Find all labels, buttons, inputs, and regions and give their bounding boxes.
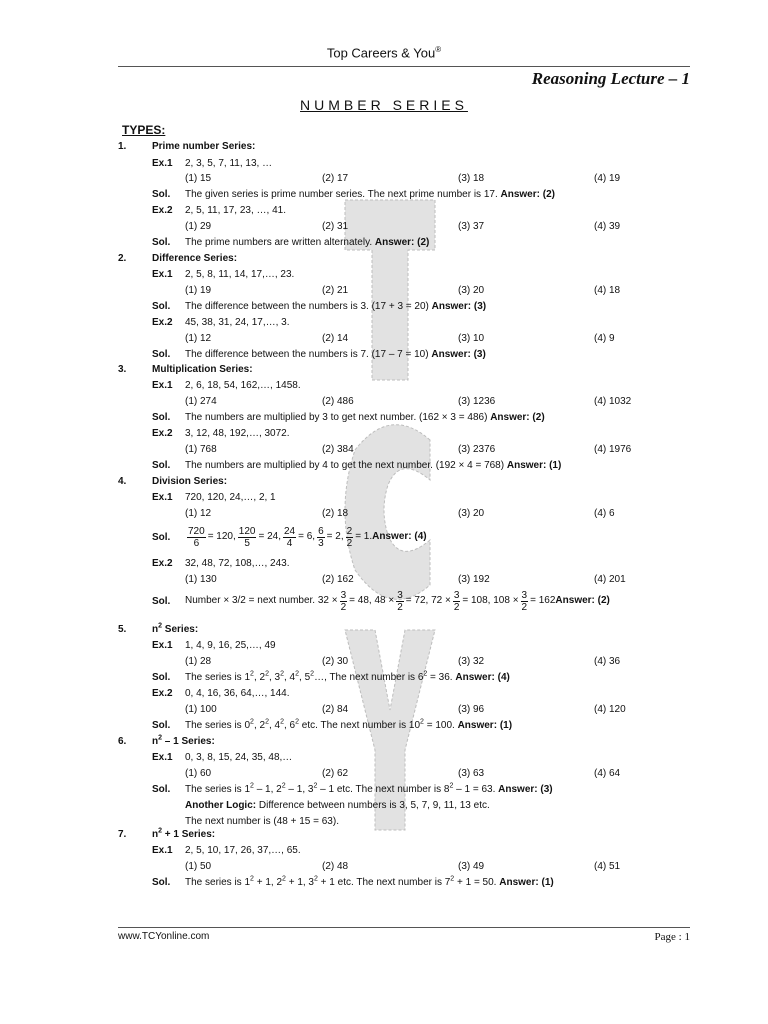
options-row: [0, 507, 768, 521]
option-2: (2) 31: [322, 221, 349, 232]
option-2: (2) 384: [322, 444, 354, 455]
exponent: 2: [265, 718, 269, 726]
option-1: (1) 50: [185, 861, 212, 872]
solution-text: [185, 719, 512, 733]
sol-text-part: , 4: [284, 672, 296, 683]
exponent: 2: [250, 875, 254, 883]
solution-row: [0, 671, 768, 685]
exponent: 2: [250, 782, 254, 790]
title-exponent: 2: [158, 622, 163, 630]
answer-label: Answer:: [555, 595, 595, 606]
solution-text: [185, 876, 554, 890]
example-question: [0, 844, 768, 858]
example-label: Ex.1: [152, 380, 173, 391]
answer-label: Answer:: [457, 720, 498, 731]
fraction-result: = 120,: [207, 531, 236, 542]
fraction: [453, 590, 461, 613]
exponent: 2: [420, 718, 424, 726]
option-1: (1) 28: [185, 656, 212, 667]
option-2: (2) 62: [322, 768, 349, 779]
sol-body: The difference between the numbers is 3. (17 + 3 = 20): [185, 301, 429, 312]
denominator: 2: [397, 601, 403, 613]
example-label: Ex.1: [152, 640, 173, 651]
option-1: (1) 12: [185, 333, 212, 344]
header-rule: [118, 66, 690, 67]
answer-label: Answer:: [498, 784, 538, 795]
another-logic-label: Another Logic:: [185, 800, 257, 811]
option-4: (4) 120: [594, 704, 626, 715]
answer: [490, 412, 544, 423]
footer-rule: [118, 927, 690, 928]
answer-label: Answer:: [372, 531, 412, 542]
solution-label: Sol.: [152, 460, 171, 471]
fraction-result: = 48, 48 ×: [349, 595, 395, 606]
question-text: 2, 5, 10, 17, 26, 37,…, 65.: [185, 845, 301, 856]
question-text: 2, 3, 5, 7, 11, 13, …: [185, 158, 273, 169]
options-row: [0, 573, 768, 587]
exponent: 2: [280, 670, 284, 678]
example-label: Ex.1: [152, 158, 173, 169]
answer-label: Answer:: [374, 237, 415, 248]
option-1: (1) 29: [185, 221, 212, 232]
option-4: (4) 9: [594, 333, 615, 344]
solution-text: [185, 586, 610, 616]
fraction-result: = 2,: [326, 531, 344, 542]
option-3: (3) 18: [458, 173, 485, 184]
answer-value: (1): [549, 460, 562, 471]
solution-text: [185, 300, 486, 314]
fraction: [317, 526, 325, 549]
option-3: (3) 32: [458, 656, 485, 667]
example-label: Ex.2: [152, 688, 173, 699]
section-number: 5.: [118, 624, 127, 635]
option-1: (1) 100: [185, 704, 217, 715]
solution-row: [0, 719, 768, 733]
sol-body: The numbers are multiplied by 3 to get next number. (162 × 3 = 486): [185, 412, 488, 423]
title-base: n: [152, 829, 159, 840]
types-heading: TYPES:: [122, 123, 166, 137]
section-number: 7.: [118, 829, 127, 840]
section-heading: [0, 828, 768, 842]
denominator: 6: [193, 537, 200, 549]
fraction-result: = 108, 108 ×: [462, 595, 519, 606]
title-base: n: [152, 736, 159, 747]
example-label: Ex.2: [152, 205, 173, 216]
example-question: [0, 491, 768, 505]
numerator: 3: [453, 589, 460, 601]
option-1: (1) 768: [185, 444, 217, 455]
solution-row: [0, 236, 768, 250]
option-1: (1) 130: [185, 574, 217, 585]
solution-row: [0, 589, 768, 613]
denominator: 4: [286, 537, 293, 549]
exponent: 2: [265, 670, 269, 678]
option-3: (3) 192: [458, 574, 490, 585]
solution-text: [185, 459, 561, 473]
option-2: (2) 48: [322, 861, 349, 872]
solution-label: Sol.: [152, 532, 171, 543]
example-label: Ex.2: [152, 558, 173, 569]
solution-label: Sol.: [152, 672, 171, 683]
numerator: 3: [397, 589, 403, 601]
options-row: [0, 284, 768, 298]
sol-text-part: = 36.: [427, 672, 453, 683]
exponent: 2: [314, 875, 318, 883]
option-1: (1) 274: [185, 396, 217, 407]
denominator: 3: [318, 537, 324, 549]
option-2: (2) 21: [322, 285, 349, 296]
example-question: [0, 557, 768, 571]
answer-label: Answer:: [431, 301, 472, 312]
question-text: 45, 38, 31, 24, 17,…, 3.: [185, 317, 290, 328]
lecture-title: Reasoning Lecture – 1: [531, 69, 690, 88]
footer-site: www.TCYonline.com: [118, 931, 210, 942]
solution-row: [0, 876, 768, 890]
answer-value: (3): [540, 784, 553, 795]
sol-text-part: – 1, 3: [285, 784, 314, 795]
exponent: 2: [449, 782, 454, 790]
option-3: (3) 20: [458, 285, 485, 296]
fraction: [521, 590, 529, 613]
sol-text-part: = 100.: [423, 720, 455, 731]
example-label: Ex.1: [152, 492, 173, 503]
title-rest: – 1 Series:: [162, 736, 215, 747]
fraction: [187, 526, 206, 549]
sol-text-part: , 4: [268, 720, 281, 731]
option-2: (2) 14: [322, 333, 349, 344]
answer-label: Answer:: [500, 189, 540, 200]
solution-label: Sol.: [152, 720, 171, 731]
solution-label: Sol.: [152, 349, 171, 360]
solution-row: [0, 348, 768, 362]
exponent: 2: [250, 718, 254, 726]
answer: [372, 530, 426, 544]
another-logic-row: [0, 799, 768, 813]
solution-text: [185, 783, 553, 797]
numerator: 2: [346, 525, 353, 537]
section-title: Prime number Series:: [152, 141, 256, 152]
option-3: (3) 63: [458, 768, 485, 779]
option-3: (3) 1236: [458, 396, 496, 407]
fraction: [396, 590, 404, 613]
answer-value: (2): [532, 412, 545, 423]
section-number: 4.: [118, 476, 127, 487]
answer: [458, 720, 512, 731]
section-number: 2.: [118, 253, 127, 264]
sol-body: The difference between the numbers is 7. (17 – 7 = 10): [185, 349, 429, 360]
numerator: 6: [318, 525, 324, 537]
solution-row: [0, 525, 768, 549]
title-base: n: [152, 624, 159, 635]
section-number: 1.: [118, 141, 127, 152]
sol-body: The numbers are multiplied by 4 to get the next number. (192 × 4 = 768): [185, 460, 505, 471]
answer-value: (4): [414, 531, 427, 542]
numerator: 720: [188, 525, 205, 537]
fraction-result: = 6,: [298, 531, 316, 542]
options-row: [0, 395, 768, 409]
solution-label: Sol.: [152, 189, 171, 200]
sol-text-part: The series is 1: [185, 877, 251, 888]
brand-header: Top Careers & You®: [326, 45, 442, 61]
next-number-text: The next number is (48 + 15 = 63).: [185, 816, 339, 827]
answer: [431, 349, 485, 360]
option-4: (4) 36: [594, 656, 621, 667]
exponent: 2: [295, 718, 300, 726]
fraction-result: = 24,: [258, 531, 281, 542]
question-text: 2, 5, 8, 11, 14, 17,…, 23.: [185, 269, 295, 280]
denominator: 5: [244, 537, 250, 549]
fraction: [346, 526, 354, 549]
fraction: [283, 526, 296, 549]
numerator: 3: [340, 589, 347, 601]
solution-label: Sol.: [152, 784, 171, 795]
option-2: (2) 18: [322, 508, 349, 519]
section-title: [152, 828, 215, 842]
exponent: 2: [250, 670, 254, 678]
answer: [507, 460, 561, 471]
example-question: [0, 427, 768, 441]
solution-label: Sol.: [152, 412, 171, 423]
sol-text-part: The series is 0: [185, 720, 251, 731]
option-2: (2) 162: [322, 574, 354, 585]
numerator: 120: [238, 525, 256, 537]
options-row: [0, 172, 768, 186]
question-text: 0, 3, 8, 15, 24, 35, 48,…: [185, 752, 293, 763]
section-number: 3.: [118, 364, 127, 375]
sol-text-part: , 3: [268, 672, 281, 683]
question-text: 2, 5, 11, 17, 23, …, 41.: [185, 205, 286, 216]
option-3: (3) 49: [458, 861, 485, 872]
solution-text: [185, 348, 486, 362]
answer: [555, 594, 609, 608]
denominator: 2: [453, 601, 460, 613]
numerator: 3: [521, 589, 528, 601]
options-row: [0, 655, 768, 669]
exponent: 2: [423, 670, 428, 678]
denominator: 2: [521, 601, 528, 613]
example-question: [0, 379, 768, 393]
answer-value: (2): [597, 595, 610, 606]
options-row: [0, 220, 768, 234]
answer: [375, 237, 429, 248]
solution-text: [185, 188, 555, 202]
sol-text-part: + 1 = 50.: [454, 877, 497, 888]
example-question: [0, 751, 768, 765]
option-4: (4) 19: [594, 173, 621, 184]
section-title: Difference Series:: [152, 253, 238, 264]
question-text: 2, 6, 18, 54, 162,…, 1458.: [185, 380, 301, 391]
fraction-result: = 1.: [355, 531, 373, 542]
solution-label: Sol.: [152, 596, 171, 607]
denominator: 2: [346, 537, 353, 549]
solution-row: [0, 188, 768, 202]
example-question: [0, 639, 768, 653]
sol-text-part: + 1, 2: [253, 877, 283, 888]
sol-text-part: , 5: [299, 672, 311, 683]
section-title: [152, 735, 215, 749]
answer: [455, 672, 509, 683]
sol-text-part: The series is 1: [185, 784, 251, 795]
example-label: Ex.1: [152, 845, 173, 856]
option-3: (3) 10: [458, 333, 485, 344]
option-2: (2) 84: [322, 704, 349, 715]
option-3: (3) 20: [458, 508, 485, 519]
sol-text-part: , 6: [284, 720, 296, 731]
section-title: Division Series:: [152, 476, 228, 487]
option-4: (4) 51: [594, 861, 621, 872]
option-1: (1) 15: [185, 173, 212, 184]
title-exponent: 2: [158, 734, 163, 742]
option-4: (4) 1976: [594, 444, 632, 455]
another-logic: [185, 799, 490, 813]
option-4: (4) 64: [594, 768, 621, 779]
solution-row: [0, 411, 768, 425]
answer-value: (3): [473, 301, 487, 312]
solution-text: [185, 671, 510, 685]
example-question: [0, 157, 768, 171]
title-exponent: 2: [158, 827, 163, 835]
option-2: (2) 17: [322, 173, 349, 184]
sol-text-part: The series is 1: [185, 672, 251, 683]
fraction-result: = 72, 72 ×: [405, 595, 451, 606]
question-text: 0, 4, 16, 36, 64,…, 144.: [185, 688, 290, 699]
example-question: [0, 687, 768, 701]
page-title: NUMBER SERIES: [300, 97, 468, 113]
options-row: [0, 443, 768, 457]
option-1: (1) 12: [185, 508, 212, 519]
solution-text: [185, 411, 545, 425]
sol-prefix: Number × 3/2 = next number. 32 ×: [185, 595, 338, 606]
example-label: Ex.2: [152, 317, 173, 328]
fraction: [340, 590, 348, 613]
option-1: (1) 19: [185, 285, 212, 296]
option-3: (3) 96: [458, 704, 485, 715]
exponent: 2: [313, 782, 318, 790]
section-heading: [0, 140, 768, 154]
solution-text: [185, 236, 429, 250]
answer-label: Answer:: [490, 412, 530, 423]
exponent: 2: [295, 670, 300, 678]
example-question: [0, 316, 768, 330]
option-4: (4) 6: [594, 508, 615, 519]
exponent: 2: [282, 875, 286, 883]
sol-body: The given series is prime number series. The next prime number is 17.: [185, 189, 498, 200]
answer: [501, 189, 555, 200]
sol-body: The prime numbers are written alternately.: [185, 237, 373, 248]
section-heading: [0, 735, 768, 749]
exponent: 2: [281, 782, 286, 790]
sol-text-part: …, The next number is 6: [314, 672, 424, 683]
option-4: (4) 39: [594, 221, 621, 232]
section-heading: [0, 252, 768, 266]
option-2: (2) 30: [322, 656, 349, 667]
question-text: 1, 4, 9, 16, 25,…, 49: [185, 640, 276, 651]
section-title: [152, 623, 198, 637]
answer-label: Answer:: [506, 460, 547, 471]
denominator: 2: [340, 601, 347, 613]
solution-row: [0, 783, 768, 797]
answer-value: (2): [417, 237, 430, 248]
solution-row: [0, 300, 768, 314]
option-3: (3) 37: [458, 221, 485, 232]
answer: [432, 301, 486, 312]
option-4: (4) 201: [594, 574, 626, 585]
question-text: 3, 12, 48, 192,…, 3072.: [185, 428, 290, 439]
options-row: [0, 860, 768, 874]
sol-text-part: etc. The next number is 10: [299, 720, 421, 731]
section-heading: [0, 623, 768, 637]
option-1: (1) 60: [185, 768, 212, 779]
example-question: [0, 268, 768, 282]
sol-text-part: + 1, 3: [285, 877, 314, 888]
option-2: (2) 486: [322, 396, 354, 407]
answer: [499, 877, 553, 888]
option-4: (4) 18: [594, 285, 621, 296]
option-4: (4) 1032: [594, 396, 632, 407]
fraction: [238, 526, 257, 549]
answer-label: Answer:: [455, 672, 495, 683]
fraction-result: = 162: [530, 595, 556, 606]
numerator: 24: [284, 525, 296, 537]
options-row: [0, 767, 768, 781]
answer-label: Answer:: [431, 349, 471, 360]
section-heading: [0, 475, 768, 489]
section-title: Multiplication Series:: [152, 364, 253, 375]
exponent: 2: [310, 670, 315, 678]
next-number-row: [0, 815, 768, 829]
solution-label: Sol.: [152, 237, 171, 248]
solution-label: Sol.: [152, 877, 171, 888]
sol-text-part: – 1, 2: [253, 784, 282, 795]
answer-value: (4): [497, 672, 510, 683]
example-label: Ex.2: [152, 428, 173, 439]
solution-text: [185, 522, 427, 552]
question-text: 32, 48, 72, 108,…, 243.: [185, 558, 290, 569]
sol-text-part: – 1 = 63.: [453, 784, 496, 795]
solution-row: [0, 459, 768, 473]
sol-text-part: , 2: [253, 672, 266, 683]
answer-value: (2): [542, 189, 555, 200]
sol-text-part: , 2: [253, 720, 266, 731]
title-rest: + 1 Series:: [162, 829, 216, 840]
example-label: Ex.1: [152, 752, 173, 763]
example-question: [0, 204, 768, 218]
sol-text-part: + 1 etc. The next number is 7: [317, 877, 451, 888]
section-heading: [0, 363, 768, 377]
title-rest: Series:: [162, 624, 199, 635]
answer-value: (3): [473, 349, 486, 360]
solution-label: Sol.: [152, 301, 171, 312]
answer-label: Answer:: [499, 877, 539, 888]
answer-value: (1): [499, 720, 513, 731]
exponent: 2: [450, 875, 455, 883]
another-logic-text: Difference between numbers is 3, 5, 7, 9, 11, 13 etc.: [258, 800, 490, 811]
exponent: 2: [280, 718, 284, 726]
question-text: 720, 120, 24,…, 2, 1: [185, 492, 276, 503]
option-3: (3) 2376: [458, 444, 496, 455]
answer-value: (1): [541, 877, 554, 888]
footer-page: Page : 1: [654, 931, 690, 943]
options-row: [0, 703, 768, 717]
answer: [498, 784, 552, 795]
example-label: Ex.1: [152, 269, 173, 280]
options-row: [0, 332, 768, 346]
sol-text-part: – 1 etc. The next number is 8: [317, 784, 450, 795]
section-number: 6.: [118, 736, 127, 747]
